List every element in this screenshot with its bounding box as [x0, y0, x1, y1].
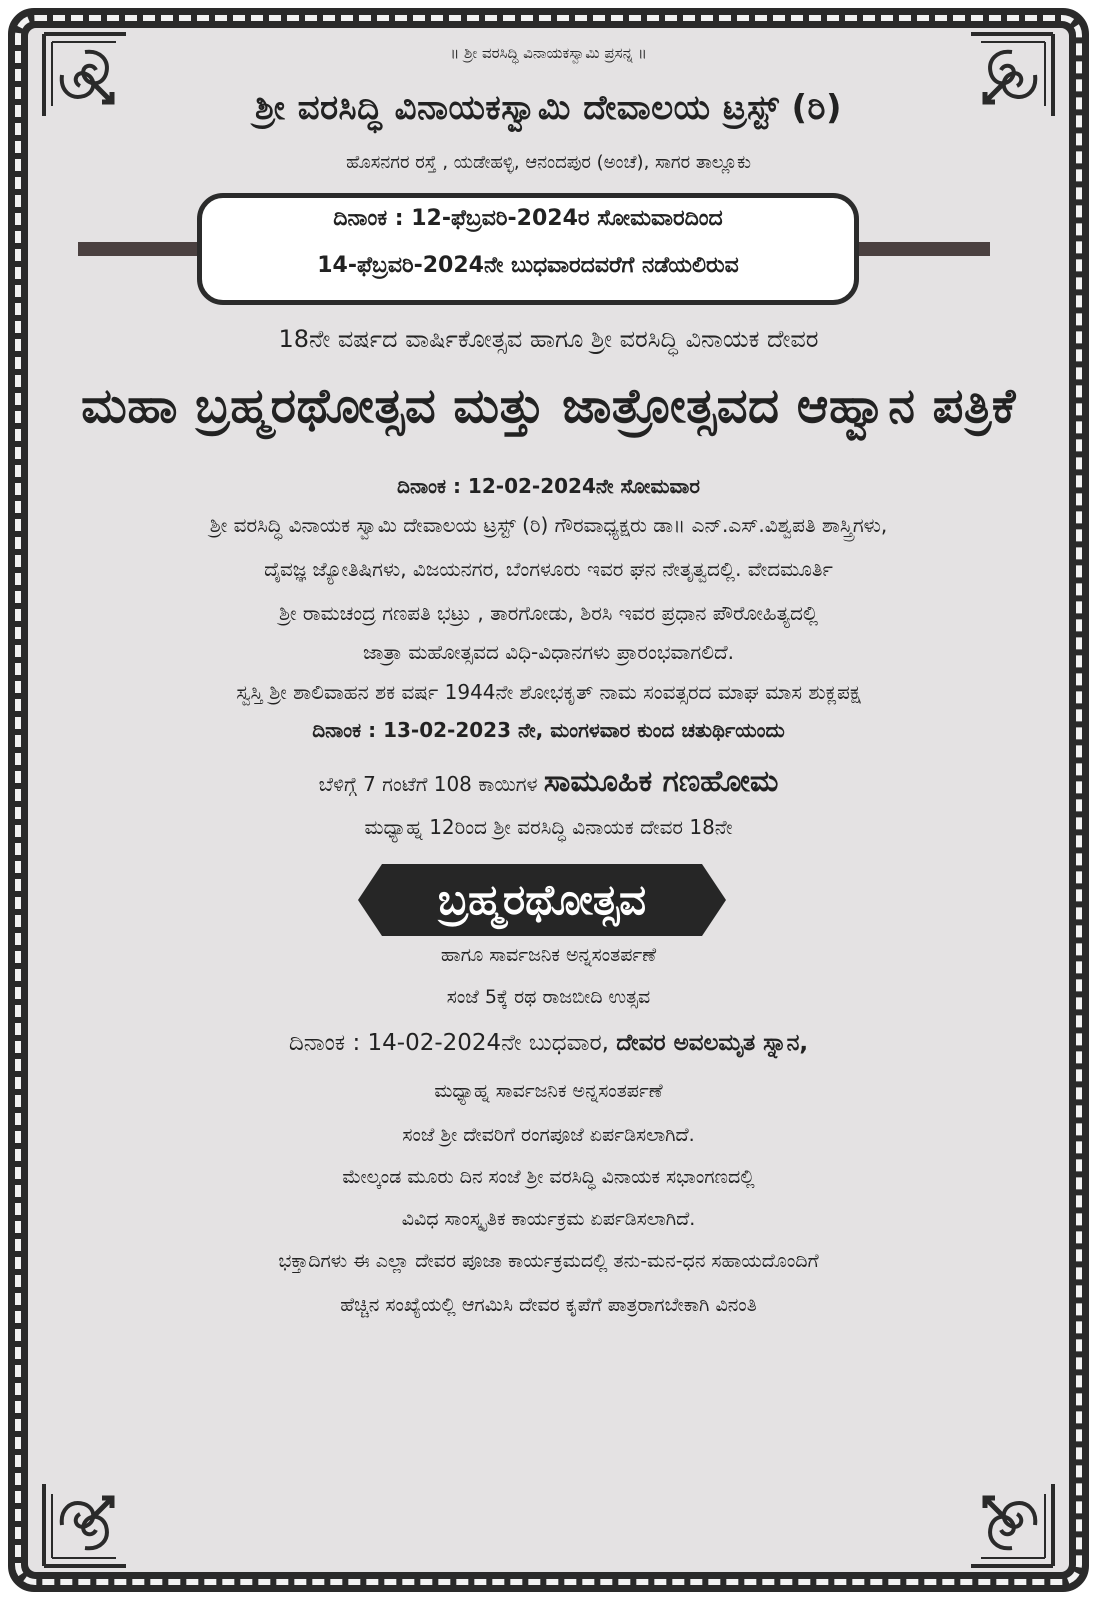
- event-date-end: 14-ಫೆಬ್ರವರಿ-2024ನೇ ಬುಧವಾರದವರೆಗೆ ನಡೆಯಲಿರುವ: [317, 253, 739, 278]
- invocation-line: ॥ ಶ್ರೀ ವರಸಿದ್ಧಿ ವಿನಾಯಕಸ್ವಾಮಿ ಪ್ರಸನ್ನ ॥: [450, 44, 647, 62]
- cultural-line: ವಿವಿಧ ಸಾಂಸ್ಕೃತಿಕ ಕಾರ್ಯಕ್ರಮ ಏರ್ಪಡಿಸಲಾಗಿದೆ.: [401, 1208, 696, 1230]
- trust-address: ಹೊಸನಗರ ರಸ್ತೆ , ಯಡೇಹಳ್ಳಿ, ಆನಂದಪುರ (ಅಂಚೆ), ಸಾಗರ ತಾಲ್ಲೂಕು: [346, 152, 751, 173]
- day2-evening-procession: ಸಂಜೆ 5ಕ್ಕೆ ರಥ ರಾಜಬೀದಿ ಉತ್ಸವ: [446, 986, 651, 1008]
- day3-annasantarpane: ಮಧ್ಯಾಹ್ನ ಸಾರ್ವಜನಿಕ ಅನ್ನಸಂತರ್ಪಣೆ: [434, 1080, 663, 1102]
- day2-date: ದಿನಾಂಕ : 13-02-2023 ನೇ, ಮಂಗಳವಾರ ಕುಂದ ಚತುರ್ಥಿಯಂದು: [312, 718, 785, 742]
- subtitle: 18ನೇ ವರ್ಷದ ವಾರ್ಷಿಕೋತ್ಸವ ಹಾಗೂ ಶ್ರೀ ವರಸಿದ್ಧಿ ವಿನಾಯಕ ದೇವರ: [278, 325, 819, 353]
- day3-date: ದಿನಾಂಕ : 14-02-2024ನೇ ಬುಧವಾರ,: [288, 1030, 609, 1056]
- ganahoma-time: ಬೆಳಿಗ್ಗೆ 7 ಗಂಟೆಗೆ 108 ಕಾಯಿಗಳ: [318, 772, 538, 796]
- three-days-line: ಮೇಲ್ಕಂಡ ಮೂರು ದಿನ ಸಂಜೆ ಶ್ರೀ ವರಸಿದ್ಧಿ ವಿನಾಯಕ ಸಭಾಂಗಣದಲ್ಲಿ: [342, 1166, 755, 1188]
- day3-rangapooje: ಸಂಜೆ ಶ್ರೀ ದೇವರಿಗೆ ರಂಗಪೂಜೆ ಏರ್ಪಡಿಸಲಾಗಿದೆ.: [402, 1124, 695, 1146]
- day1-paragraph-line: ಶ್ರೀ ವರಸಿದ್ಧಿ ವಿನಾಯಕ ಸ್ವಾಮಿ ದೇವಾಲಯ ಟ್ರಸ್ಟ್ (ರಿ) ಗೌರವಾಧ್ಯಕ್ಷರು ಡಾ॥ ಎನ್.ಎಸ್.ವಿಶ್ವಪತಿ ಶಾಸ್ತ್ರಿಗಳು,: [209, 513, 888, 537]
- day3-date-line: [0, 1030, 1097, 1056]
- day1-paragraph-line: ಸ್ವಸ್ತಿ ಶ್ರೀ ಶಾಲಿವಾಹನ ಶಕ ವರ್ಷ 1944ನೇ ಶೋಭಕೃತ್ ನಾಮ ಸಂವತ್ಸರದ ಮಾಘ ಮಾಸ ಶುಕ್ಲಪಕ್ಷ: [236, 680, 861, 704]
- day3-ritual: ದೇವರ ಅವಲಮೃತ ಸ್ನಾನ,: [616, 1030, 809, 1056]
- event-date-start: ದಿನಾಂಕ : 12-ಫೆಬ್ರವರಿ-2024ರ ಸೋಮವಾರದಿಂದ: [333, 206, 723, 231]
- corner-ornament-icon: [967, 1480, 1057, 1570]
- day1-date: ದಿನಾಂಕ : 12-02-2024ನೇ ಸೋಮವಾರ: [397, 474, 700, 498]
- corner-ornament-icon: [40, 1480, 130, 1570]
- day2-annasantarpane: ಹಾಗೂ ಸಾರ್ವಜನಿಕ ಅನ್ನಸಂತರ್ಪಣೆ: [440, 944, 657, 966]
- event-date-box: [197, 193, 859, 305]
- day1-paragraph-line: ದೈವಜ್ಞ ಜ್ಯೋತಿಷಿಗಳು, ವಿಜಯನಗರ, ಬೆಂಗಳೂರು ಇವರ ಘನ ನೇತೃತ್ವದಲ್ಲಿ. ವೇದಮೂರ್ತಿ: [264, 557, 833, 581]
- day1-paragraph-line: ಶ್ರೀ ರಾಮಚಂದ್ರ ಗಣಪತಿ ಭಟ್ರು , ತಾರಗೋಡು, ಶಿರಸಿ ಇವರ ಪ್ರಧಾನ ಪೌರೋಹಿತ್ಯದಲ್ಲಿ: [278, 601, 819, 625]
- trust-name: ಶ್ರೀ ವರಸಿದ್ಧಿ ವಿನಾಯಕಸ್ವಾಮಿ ದೇವಾಲಯ ಟ್ರಸ್ಟ್ (ರಿ): [254, 88, 843, 128]
- ratha-title: ಬ್ರಹ್ಮರಥೋತ್ಸವ: [437, 875, 647, 924]
- devotees-line: ಭಕ್ತಾದಿಗಳು ಈ ಎಲ್ಲಾ ದೇವರ ಪೂಜಾ ಕಾರ್ಯಕ್ರಮದಲ್ಲಿ ತನು-ಮನ-ಧನ ಸಹಾಯದೊಂದಿಗೆ: [278, 1250, 819, 1272]
- invitation-request: ಹೆಚ್ಚಿನ ಸಂಖ್ಯೆಯಲ್ಲಿ ಆಗಮಿಸಿ ದೇವರ ಕೃಪೆಗೆ ಪಾತ್ರರಾಗಬೇಕಾಗಿ ವಿನಂತಿ: [340, 1294, 757, 1316]
- ganahoma-line: [0, 764, 1097, 799]
- ganahoma-name: ಸಾಮೂಹಿಕ ಗಣಹೋಮ: [543, 764, 779, 799]
- page-title: ಮಹಾ ಬ್ರಹ್ಮರಥೋತ್ಸವ ಮತ್ತು ಜಾತ್ರೋತ್ಸವದ ಆಹ್ವಾನ ಪತ್ರಿಕೆ: [81, 378, 1016, 434]
- noon-line: ಮಧ್ಯಾಹ್ನ 12ರಿಂದ ಶ್ರೀ ವರಸಿದ್ಧಿ ವಿನಾಯಕ ದೇವರ 18ನೇ: [364, 815, 733, 839]
- day1-paragraph-line: ಜಾತ್ರಾ ಮಹೋತ್ಸವದ ವಿಧಿ-ವಿಧಾನಗಳು ಪ್ರಾರಂಭವಾಗಲಿದೆ.: [362, 640, 735, 664]
